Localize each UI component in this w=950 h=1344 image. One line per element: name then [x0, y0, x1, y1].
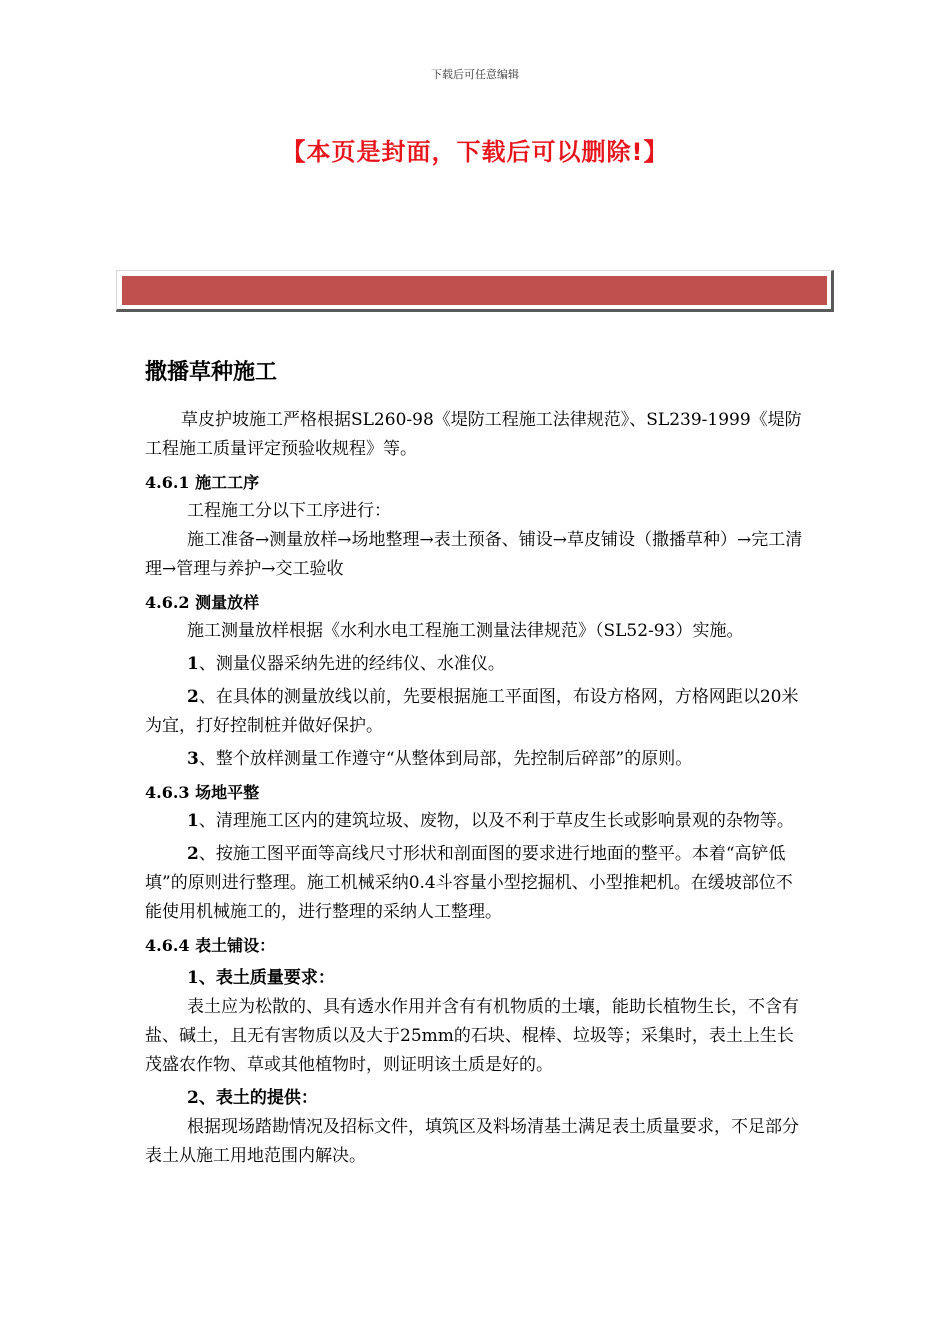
section-heading-4-6-1: 4.6.1 施工工序: [145, 473, 260, 492]
cover-notice: 【本页是封面，下载后可以删除!】: [281, 138, 669, 166]
list-item: [145, 650, 805, 679]
item-text: 、清理施工区内的建筑垃圾、废物，以及不利于草皮生长或影响景观的杂物等。: [198, 811, 794, 831]
section-heading-4-6-3: 4.6.3 场地平整: [145, 783, 260, 802]
item-number: 3: [187, 749, 199, 769]
section-heading-4-6-2: 4.6.2 测量放样: [145, 593, 260, 612]
item-number: 2: [187, 687, 199, 707]
item-text: 、在具体的测量放线以前，先要根据施工平面图，布设方格网，方格网距以20米为宜，打好控制桩并做好保护。: [145, 687, 799, 736]
document-title: 撒播草种施工: [145, 360, 278, 385]
list-item: [145, 807, 805, 836]
paragraph: 表土应为松散的、具有透水作用并含有有机物质的土壤，能助长植物生长，不含有盐、碱土，且无有害物质以及大于25mm的石块、棍棒、垃圾等；采集时，表土上生长茂盛农作物、草或其他植物时，则证明该土质是好的。: [145, 997, 799, 1075]
list-item: [145, 745, 805, 774]
paragraph: 施工测量放样根据《水利水电工程施工测量法律规范》（SL52-93）实施。: [187, 621, 744, 641]
list-item: [145, 840, 805, 927]
item-text: 、整个放样测量工作遵守“从整体到局部，先控制后碎部”的原则。: [198, 749, 693, 769]
paragraph: 施工准备→测量放样→场地整理→表土预备、铺设→草皮铺设（撒播草种）→完工清理→管理与养护→交工验收: [145, 530, 803, 579]
item-number: 1: [187, 654, 199, 674]
section-heading-4-6-4: 4.6.4 表土铺设：: [145, 936, 276, 955]
item-text: 、按施工图平面等高线尺寸形状和剖面图的要求进行地面的整平。本着“高铲低填”的原则进行整理。施工机械采纳0.4斗容量小型挖掘机、小型推耙机。在缓坡部位不能使用机械施工的，进行整理的采纳人工整理。: [145, 844, 793, 922]
paragraph: 根据现场踏勘情况及招标文件，填筑区及料场清基土满足表土质量要求，不足部分表土从施工用地范围内解决。: [145, 1117, 799, 1166]
item-number: 2: [187, 844, 199, 864]
list-item: [145, 683, 805, 741]
item-number: 1: [187, 811, 199, 831]
decorative-banner: [116, 270, 834, 312]
document-body: [145, 358, 805, 1171]
paragraph: 工程施工分以下工序进行：: [187, 501, 391, 521]
subheading: 2、表土的提供：: [187, 1088, 318, 1108]
subheading: 1、表土质量要求：: [187, 968, 335, 988]
header-note: 下载后可任意编辑: [431, 68, 519, 81]
banner-fill: [122, 276, 827, 305]
item-text: 、测量仪器采纳先进的经纬仪、水准仪。: [198, 654, 505, 674]
intro-paragraph: 草皮护坡施工严格根据SL260-98《堤防工程施工法律规范》、SL239-1999《堤防工程施工质量评定预验收规程》等。: [145, 410, 802, 459]
